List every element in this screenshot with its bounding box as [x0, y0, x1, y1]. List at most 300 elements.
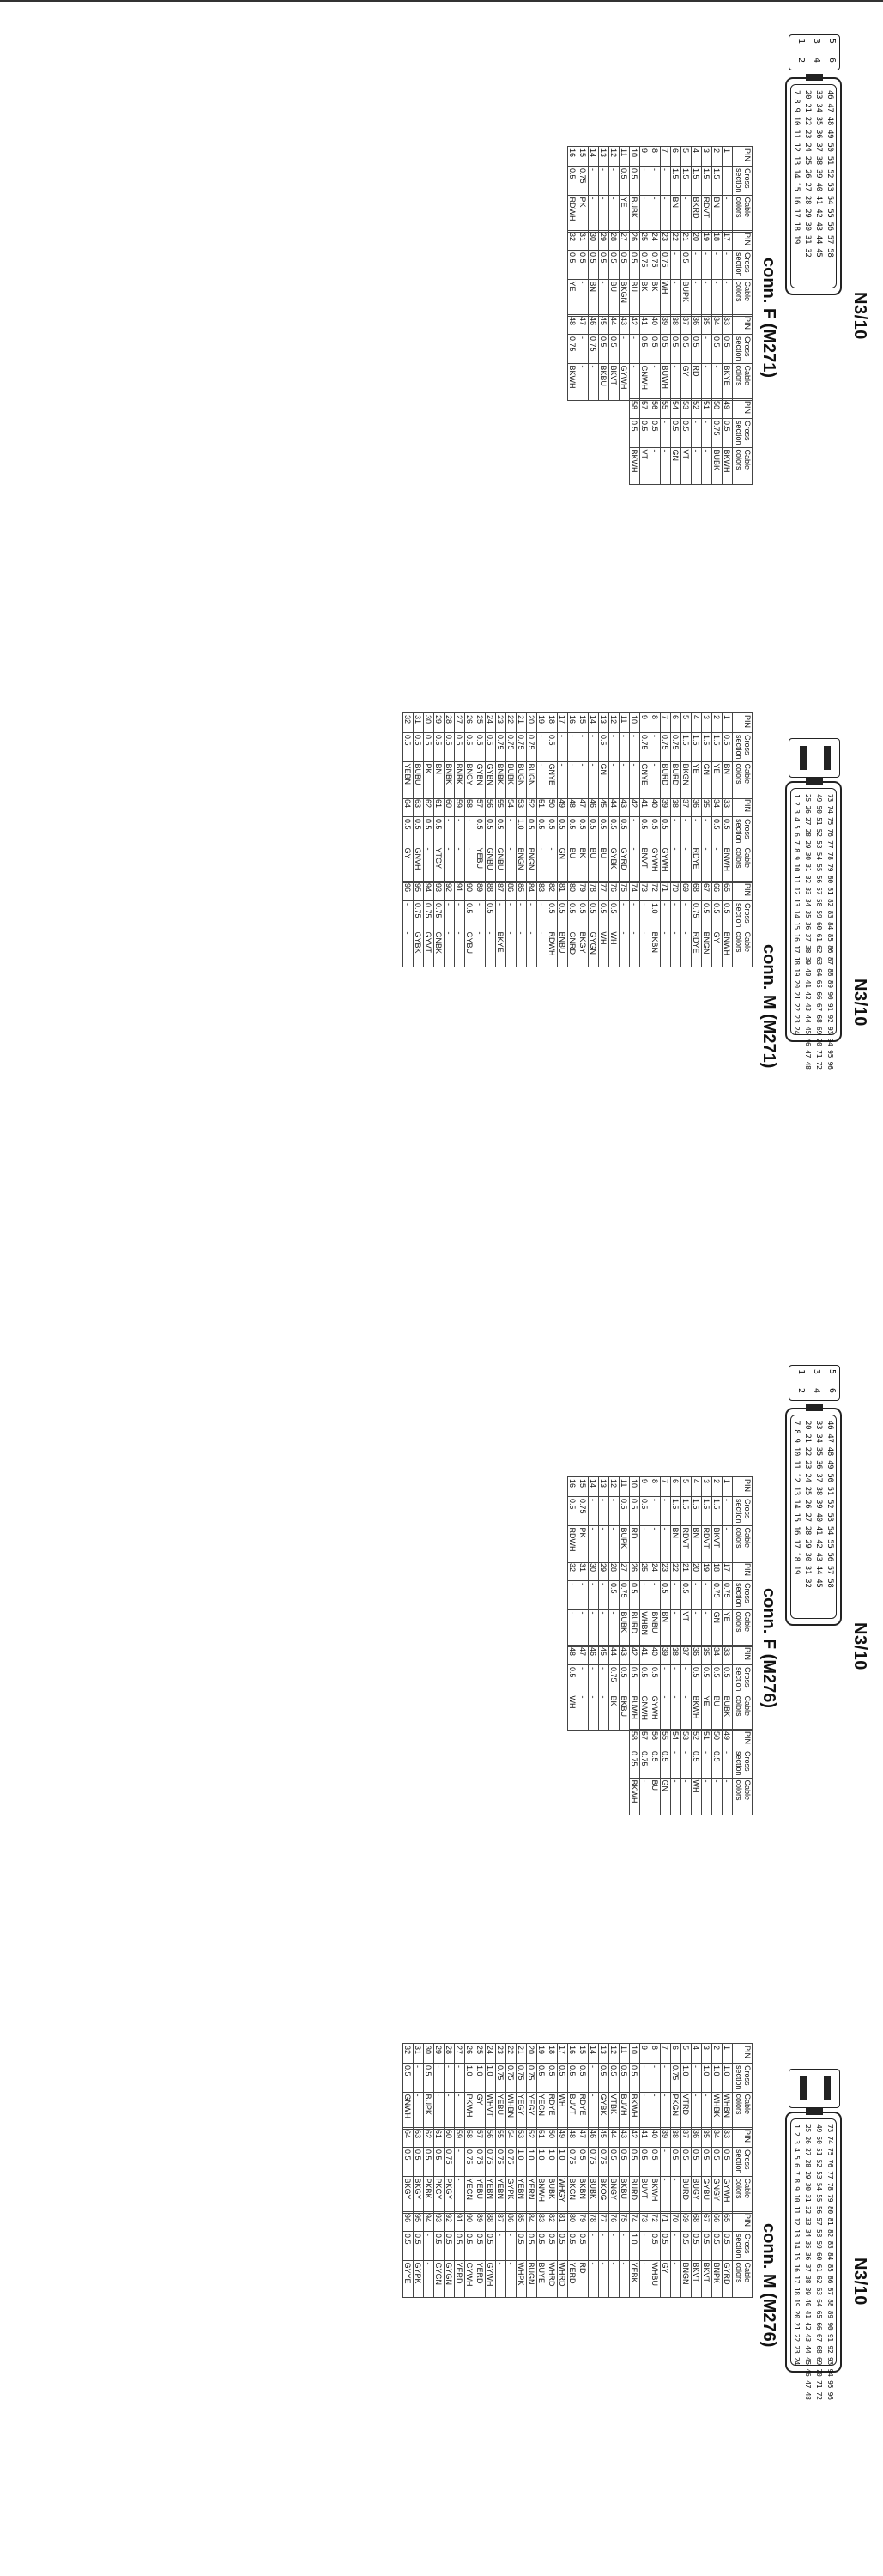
table-row — [403, 882, 414, 967]
section-cell: 1.0 — [650, 901, 661, 930]
table-row — [650, 1730, 661, 1815]
column-header: PIN — [733, 315, 753, 335]
color-cell: - — [506, 846, 517, 882]
pin-cell: 50 — [547, 797, 558, 817]
section-cell: 0.5 — [414, 733, 424, 762]
color-cell: GYBU — [702, 2176, 712, 2213]
table-row — [578, 147, 589, 233]
color-cell: BKBU — [620, 2176, 630, 2213]
color-cell: - — [578, 279, 589, 316]
color-cell: BUWH — [661, 363, 671, 400]
color-cell: - — [661, 930, 671, 967]
table-row — [578, 882, 589, 967]
section-cell: 1.5 — [712, 733, 723, 762]
table-row — [681, 315, 692, 401]
color-cell: GN — [599, 761, 609, 798]
pin-cell: 32 — [403, 713, 414, 733]
pin-cell: 52 — [692, 399, 702, 419]
color-cell: - — [671, 2260, 681, 2297]
color-cell: - — [465, 846, 475, 882]
color-cell: PK — [578, 195, 589, 232]
section-cell: - — [723, 1497, 733, 1526]
table-row — [589, 315, 599, 401]
color-cell: PKGY — [445, 2176, 455, 2213]
table-row — [640, 2212, 650, 2298]
pin-cell: 40 — [650, 2128, 661, 2148]
pin-cell: 18 — [547, 713, 558, 733]
table-row — [681, 399, 692, 485]
pin-cell: 9 — [640, 713, 650, 733]
section-cell: 0.5 — [578, 251, 589, 280]
color-cell: - — [589, 2260, 599, 2297]
section-cell: 0.5 — [578, 901, 589, 930]
pin-number-row: 20 21 22 23 24 25 26 27 28 29 30 31 32 — [803, 90, 812, 258]
section-cell: 0.5 — [568, 251, 578, 280]
color-cell: - — [723, 195, 733, 232]
color-cell: YEBN — [403, 761, 414, 798]
color-cell: RDWH — [568, 195, 578, 232]
table-row — [630, 1477, 640, 1563]
panel-header: N3/10 — [850, 292, 869, 340]
color-cell: YERD — [455, 2260, 465, 2297]
pin-cell: 4 — [692, 147, 702, 167]
pin-cell: 21 — [517, 713, 527, 733]
section-cell: 0.5 — [475, 2232, 486, 2261]
color-cell: BKGY — [578, 930, 589, 967]
section-cell: 0.5 — [558, 817, 568, 846]
color-cell: - — [578, 1609, 589, 1646]
pin-cell: 65 — [723, 882, 733, 901]
pin-cell: 1 — [723, 147, 733, 167]
color-cell: - — [599, 1609, 609, 1646]
section-cell: - — [578, 335, 589, 364]
section-cell: 0.5 — [424, 2148, 434, 2177]
color-cell: YEGN — [465, 2176, 475, 2213]
column-header: Cable colors — [733, 279, 753, 316]
color-cell: - — [475, 930, 486, 967]
color-cell: GYGN — [589, 930, 599, 967]
color-cell: BK — [609, 1694, 620, 1730]
section-cell: - — [589, 1665, 599, 1694]
pin-cell: 69 — [681, 2212, 692, 2232]
section-cell: 0.5 — [537, 2232, 547, 2261]
column-header: Cable colors — [733, 1778, 753, 1815]
section-cell: 0.5 — [527, 2232, 537, 2261]
pin-number-row: 25 26 27 28 29 30 31 32 33 34 35 36 37 38 39 40 41 42 43 44 45 46 47 48 — [804, 2124, 812, 2400]
color-cell: WH — [558, 2092, 568, 2129]
table-row — [496, 2128, 506, 2214]
pin-cell: 81 — [558, 882, 568, 901]
column-header: Cross section — [733, 1665, 753, 1694]
section-cell: 1.5 — [681, 1497, 692, 1526]
connector-inner-outline — [790, 788, 837, 1070]
pin-table-group — [567, 146, 753, 233]
color-cell: BUBU — [414, 761, 424, 798]
section-cell: 0.5 — [702, 901, 712, 930]
section-cell: 0.75 — [589, 335, 599, 364]
pin-cell: 47 — [578, 315, 589, 335]
pin-cell: 45 — [599, 1646, 609, 1665]
pin-cell: 57 — [475, 2128, 486, 2148]
section-cell: 0.5 — [692, 335, 702, 364]
pin-cell: 52 — [527, 2128, 537, 2148]
pin-cell: 37 — [681, 1646, 692, 1665]
pin-cell: 56 — [486, 2128, 496, 2148]
section-cell: 0.75 — [506, 2148, 517, 2177]
section-cell: 0.5 — [568, 817, 578, 846]
color-cell: BU — [712, 1694, 723, 1730]
color-cell: - — [723, 1778, 733, 1815]
section-cell: - — [609, 167, 620, 196]
column-header: Cable colors — [733, 447, 753, 484]
table-row — [517, 713, 527, 799]
color-cell: VTRD — [681, 2092, 692, 2129]
color-cell: - — [702, 1778, 712, 1815]
color-cell: RDVT — [702, 1525, 712, 1562]
pin-cell: 2 — [712, 147, 723, 167]
pin-cell: 4 — [692, 1477, 702, 1497]
color-cell: GY — [712, 930, 723, 967]
section-cell: 0.75 — [506, 2064, 517, 2093]
pin-cell: 11 — [620, 713, 630, 733]
column-header: PIN — [733, 2044, 753, 2064]
color-cell: YEBN — [517, 2176, 527, 2213]
pin-cell: 53 — [681, 399, 692, 419]
section-cell: - — [537, 733, 547, 762]
table-row — [712, 1646, 723, 1731]
table-row — [671, 882, 681, 967]
color-cell: - — [661, 2092, 671, 2129]
section-cell: 0.5 — [630, 1581, 640, 1610]
color-cell: BKWH — [650, 2176, 661, 2213]
connector-key — [806, 2108, 823, 2115]
color-cell: - — [702, 846, 712, 882]
table-row — [671, 399, 681, 485]
section-cell: 0.75 — [609, 1665, 620, 1694]
table-row — [547, 713, 558, 799]
table-row — [475, 713, 486, 799]
pin-number-row: 73 74 75 76 77 78 79 80 81 82 83 84 85 86 87 88 89 90 91 92 93 94 95 96 — [826, 794, 834, 1070]
section-cell: 0.5 — [723, 419, 733, 448]
section-cell: 0.5 — [486, 901, 496, 930]
color-cell: GYYE — [403, 2260, 414, 2297]
color-cell: YERD — [568, 2260, 578, 2297]
table-row — [723, 231, 733, 317]
connector-key — [806, 778, 823, 785]
table-row — [692, 2044, 702, 2130]
table-row — [558, 797, 568, 883]
table-row — [414, 882, 424, 967]
color-cell: BKYE — [723, 363, 733, 400]
column-header: Cross section — [733, 1749, 753, 1779]
table-row — [630, 2212, 640, 2298]
pin-cell: 54 — [671, 399, 681, 419]
section-cell: 0.5 — [723, 901, 733, 930]
color-cell: RD — [630, 1525, 640, 1562]
section-cell: 0.5 — [712, 901, 723, 930]
color-cell: BU — [568, 846, 578, 882]
section-cell: 1.5 — [692, 733, 702, 762]
section-cell: - — [702, 1581, 712, 1610]
table-row — [671, 147, 681, 233]
section-cell: 0.5 — [547, 2064, 558, 2093]
section-cell: 0.5 — [403, 2064, 414, 2093]
pin-cell: 37 — [681, 797, 692, 817]
table-row — [496, 713, 506, 799]
color-cell: - — [578, 761, 589, 798]
table-row — [568, 1561, 578, 1647]
section-cell: 0.5 — [496, 817, 506, 846]
section-cell: 0.5 — [671, 419, 681, 448]
color-cell: - — [702, 1609, 712, 1646]
pin-cell: 30 — [424, 2044, 434, 2064]
pin-cell: 28 — [445, 713, 455, 733]
table-row — [568, 2128, 578, 2214]
pin-cell: 92 — [445, 882, 455, 901]
table-row — [620, 1477, 630, 1563]
color-cell: - — [702, 279, 712, 316]
section-cell: - — [681, 901, 692, 930]
table-row — [723, 713, 733, 799]
color-cell: YEBN — [486, 2176, 496, 2213]
color-cell: - — [723, 1525, 733, 1562]
table-row — [599, 231, 609, 317]
section-cell: - — [599, 167, 609, 196]
color-cell: GN — [702, 761, 712, 798]
table-row — [640, 1646, 650, 1731]
table-row — [599, 797, 609, 883]
section-cell: 0.5 — [712, 1749, 723, 1779]
pin-cell: 38 — [671, 797, 681, 817]
table-row — [486, 2044, 496, 2130]
pin-cell: 5 — [681, 1477, 692, 1497]
pin-cell: 70 — [671, 882, 681, 901]
table-row — [506, 882, 517, 967]
table-row — [681, 147, 692, 233]
section-cell: 0.5 — [486, 2232, 496, 2261]
connector-drawing — [785, 77, 842, 295]
section-cell: 0.75 — [671, 733, 681, 762]
color-cell: BUPK — [620, 1525, 630, 1562]
table-row — [620, 147, 630, 233]
color-cell: - — [671, 363, 681, 400]
color-cell: WHBN — [506, 2092, 517, 2129]
color-cell: BUVT — [568, 2092, 578, 2129]
color-cell: BUPK — [424, 2092, 434, 2129]
table-row — [589, 1561, 599, 1647]
color-cell: YE — [692, 761, 702, 798]
pin-number-row: 1 2 3 4 5 6 7 8 9 10 11 12 13 14 15 16 17 18 19 20 21 22 23 24 — [793, 2124, 801, 2366]
pin-cell: 32 — [403, 2044, 414, 2064]
pin-cell: 48 — [568, 2128, 578, 2148]
color-cell: GYWH — [661, 846, 671, 882]
table-row — [650, 1646, 661, 1731]
pin-cell: 1 — [723, 1477, 733, 1497]
color-cell: - — [661, 2176, 671, 2213]
panel-header: N3/10 — [850, 1622, 869, 1670]
pin-cell: 49 — [558, 797, 568, 817]
section-cell: 0.5 — [650, 419, 661, 448]
pin-cell: 56 — [486, 797, 496, 817]
color-cell: RDYE — [547, 2092, 558, 2129]
section-cell: - — [589, 1581, 599, 1610]
section-cell: - — [702, 419, 712, 448]
table-row — [661, 1730, 671, 1815]
color-cell: - — [630, 761, 640, 798]
pin-cell: 17 — [723, 1561, 733, 1581]
pin-cell: 55 — [496, 797, 506, 817]
section-cell: 0.5 — [692, 2148, 702, 2177]
pin-cell: 31 — [414, 713, 424, 733]
section-cell: 0.5 — [640, 1497, 650, 1526]
table-row — [681, 2044, 692, 2130]
table-row — [620, 1561, 630, 1647]
pin-cell: 64 — [403, 797, 414, 817]
color-cell: WH — [609, 930, 620, 967]
section-cell: 0.5 — [630, 2064, 640, 2093]
table-row — [578, 1646, 589, 1731]
column-header: PIN — [733, 1730, 753, 1749]
column-header: Cross section — [733, 901, 753, 930]
pin-cell: 89 — [475, 882, 486, 901]
table-row — [661, 1477, 671, 1563]
pin-cell: 19 — [537, 2044, 547, 2064]
pin-cell: 34 — [712, 1646, 723, 1665]
section-cell: 0.5 — [537, 2064, 547, 2093]
table-row — [640, 713, 650, 799]
color-cell: BN — [692, 1525, 702, 1562]
pin-cell: 65 — [723, 2212, 733, 2232]
pin-cell: 40 — [650, 1646, 661, 1665]
table-row — [609, 2044, 620, 2130]
color-cell: - — [455, 846, 465, 882]
table-row — [620, 882, 630, 967]
pin-cell: 48 — [568, 797, 578, 817]
section-cell: 0.5 — [723, 2148, 733, 2177]
color-cell: - — [640, 1525, 650, 1562]
table-row — [537, 713, 547, 799]
section-cell: 0.75 — [589, 2148, 599, 2177]
table-row — [589, 231, 599, 317]
pin-cell: 15 — [578, 1477, 589, 1497]
column-header: Cross section — [733, 1581, 753, 1610]
table-row — [692, 1561, 702, 1647]
section-cell: 0.5 — [630, 1497, 640, 1526]
table-row — [445, 2128, 455, 2214]
section-cell: 0.75 — [671, 2064, 681, 2093]
table-row — [403, 2044, 414, 2130]
table-row — [692, 2128, 702, 2214]
pin-cell: 35 — [702, 2128, 712, 2148]
table-row — [434, 797, 445, 883]
table-row — [671, 1730, 681, 1815]
color-cell: - — [650, 1525, 661, 1562]
section-cell: - — [620, 733, 630, 762]
pin-cell: 42 — [630, 2128, 640, 2148]
pin-cell: 35 — [702, 1646, 712, 1665]
table-row — [723, 1646, 733, 1731]
pin-cell: 75 — [620, 882, 630, 901]
color-cell: YEBU — [475, 846, 486, 882]
section-cell: 0.5 — [630, 167, 640, 196]
color-cell: - — [599, 2260, 609, 2297]
color-cell: BN — [661, 1609, 671, 1646]
section-cell: 0.5 — [692, 2232, 702, 2261]
pin-cell: 72 — [650, 882, 661, 901]
color-cell: BURD — [681, 2176, 692, 2213]
section-cell: 0.5 — [702, 2232, 712, 2261]
table-row — [547, 2128, 558, 2214]
section-cell: 0.75 — [620, 1581, 630, 1610]
section-cell: 0.5 — [578, 2064, 589, 2093]
table-row — [671, 2044, 681, 2130]
section-cell: 0.75 — [424, 901, 434, 930]
color-cell: WHBK — [712, 2092, 723, 2129]
color-cell: - — [589, 761, 599, 798]
pin-cell: 52 — [692, 1730, 702, 1749]
color-cell: GYGN — [434, 2260, 445, 2297]
column-header: Cable colors — [733, 1694, 753, 1730]
pin-cell: 62 — [424, 2128, 434, 2148]
section-cell: 0.5 — [434, 2232, 445, 2261]
column-header: Cross section — [733, 2148, 753, 2177]
section-cell: - — [414, 2064, 424, 2093]
pin-table-group — [402, 881, 753, 967]
color-cell: GYRD — [620, 846, 630, 882]
section-cell: - — [589, 733, 599, 762]
pin-cell: 63 — [414, 2128, 424, 2148]
section-cell: - — [589, 2064, 599, 2093]
section-cell: 1.0 — [547, 2148, 558, 2177]
table-row — [568, 147, 578, 233]
pin-number-row: 20 21 22 23 24 25 26 27 28 29 30 31 32 — [803, 1421, 812, 1588]
color-cell: BNWH — [537, 2176, 547, 2213]
pin-cell: 78 — [589, 882, 599, 901]
pin-cell: 79 — [578, 882, 589, 901]
section-cell: - — [650, 733, 661, 762]
pin-cell: 13 — [599, 147, 609, 167]
color-cell: YE — [620, 195, 630, 232]
color-cell: YEBU — [496, 2092, 506, 2129]
color-cell: BUBK — [589, 2176, 599, 2213]
pin-cell: 80 — [568, 2212, 578, 2232]
color-cell: BUWH — [630, 1694, 640, 1730]
table-row — [475, 2044, 486, 2130]
section-cell: 0.5 — [671, 2148, 681, 2177]
pin-cell: 76 — [609, 882, 620, 901]
pin-cell: 19 — [537, 713, 547, 733]
section-cell: - — [640, 2064, 650, 2093]
pin-cell: 15 — [578, 2044, 589, 2064]
color-cell: BUYE — [537, 2260, 547, 2297]
pin-cell: 83 — [537, 882, 547, 901]
section-cell: 1.5 — [671, 167, 681, 196]
color-cell: BKBU — [620, 1694, 630, 1730]
column-header: PIN — [733, 231, 753, 251]
table-row — [681, 797, 692, 883]
column-header: Cable colors — [733, 1609, 753, 1646]
power-pin-label: 4 — [812, 1388, 821, 1394]
table-row — [671, 2128, 681, 2214]
pin-cell: 20 — [692, 231, 702, 251]
color-cell: GNWH — [403, 2092, 414, 2129]
pin-cell: 23 — [496, 713, 506, 733]
pin-cell: 31 — [414, 2044, 424, 2064]
table-row — [620, 2128, 630, 2214]
color-cell: GYWH — [723, 2176, 733, 2213]
pin-table-group — [402, 2127, 753, 2214]
table-row — [568, 1646, 578, 1731]
